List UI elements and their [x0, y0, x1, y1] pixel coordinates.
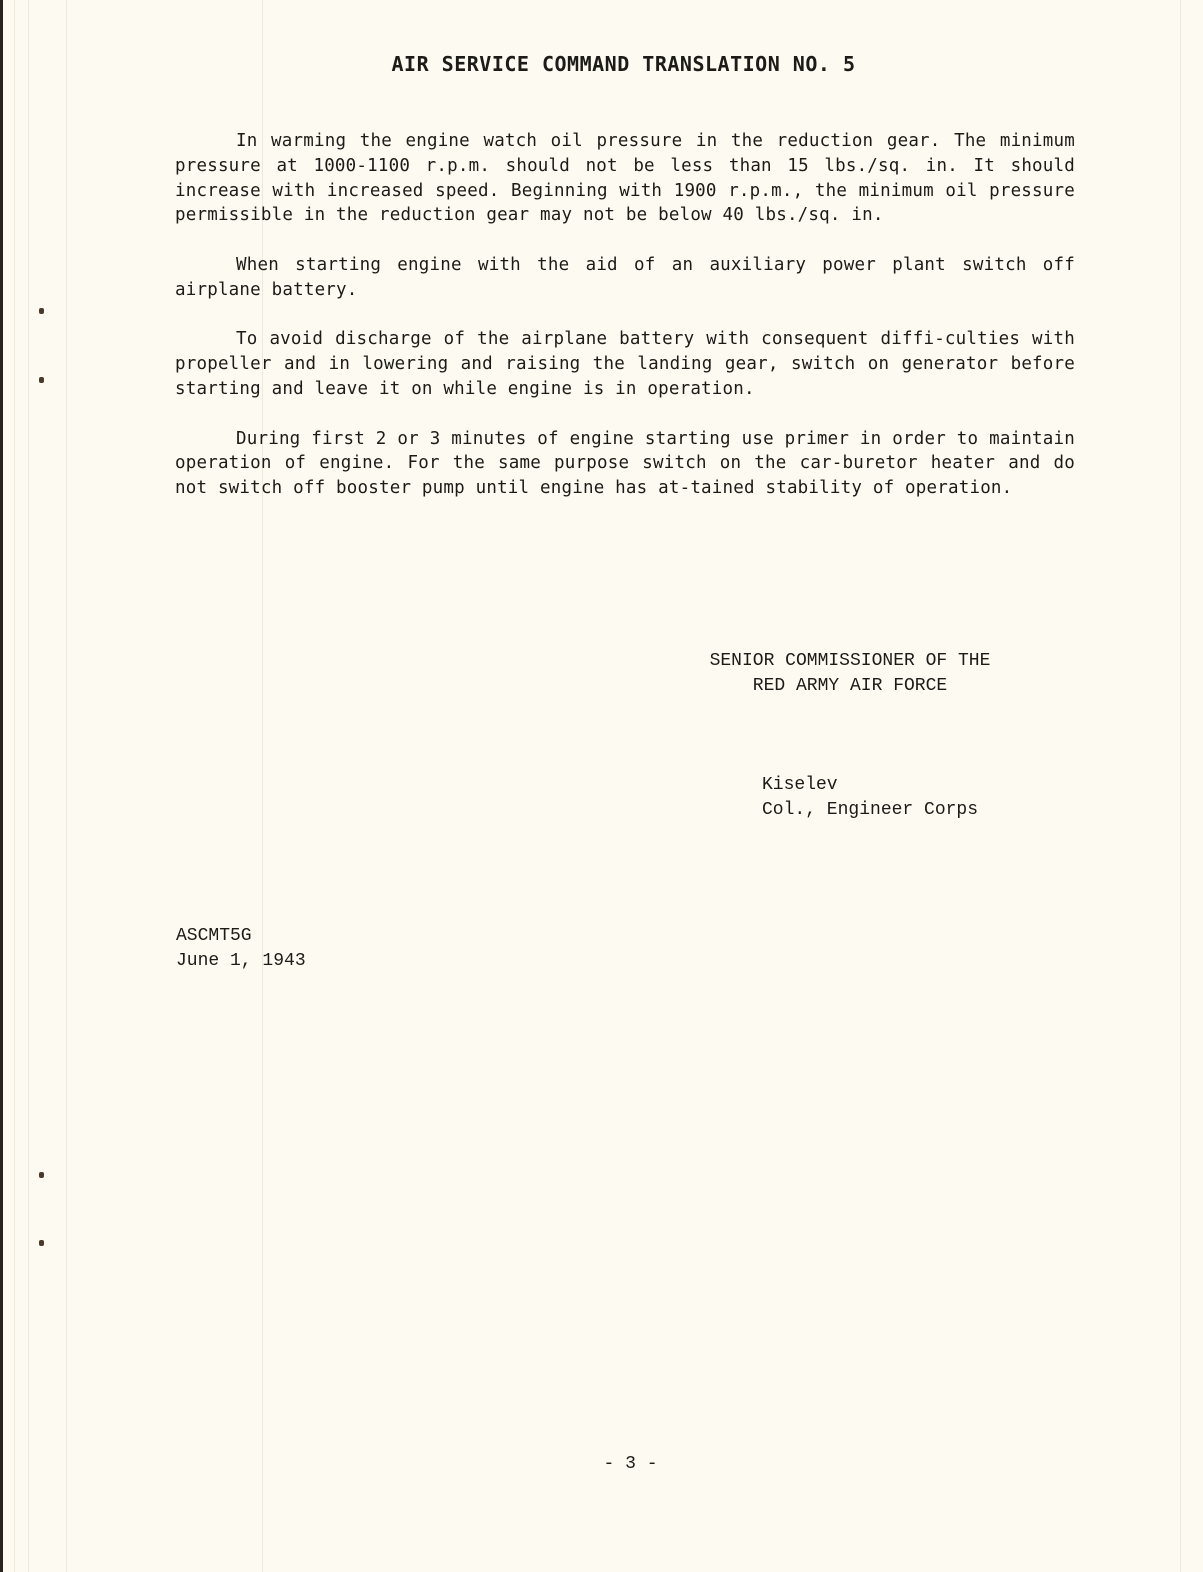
signer-name: Kiselev: [762, 775, 838, 795]
signer-rank: Col., Engineer Corps: [762, 800, 979, 820]
paper-rule-line: [1180, 0, 1181, 1572]
reference-block: [176, 924, 306, 974]
signature-title-line-1: SENIOR COMMISSIONER OF THE: [709, 651, 991, 671]
paper-rule-line: [28, 0, 29, 1572]
paragraph-primer-usage: During first 2 or 3 minutes of engine starting use primer in order to maintain operation of engine. For the same purpose switch on the car-buretor heater and do not switch off booster pump until engine has at-tained stability of operation.: [175, 428, 1075, 499]
binding-hole-mark: [39, 308, 44, 314]
paper-rule-line: [14, 0, 15, 1572]
scan-left-edge: [0, 0, 3, 1572]
document-header: AIR SERVICE COMMAND TRANSLATION NO. 5: [391, 52, 856, 76]
binding-hole-mark: [39, 1240, 44, 1246]
document-body: [175, 129, 1075, 526]
page-number: - 3 -: [603, 1454, 658, 1474]
reference-code: ASCMT5G: [176, 926, 252, 946]
binding-hole-mark: [39, 1172, 44, 1178]
paragraph-auxiliary-power: When starting engine with the aid of an auxiliary power plant switch off airplane battery.: [175, 254, 1075, 300]
paper-rule-line: [66, 0, 67, 1572]
signature-title: [675, 649, 1025, 699]
paragraph-battery-discharge: To avoid discharge of the airplane battery with consequent diffi-culties with propeller and in lowering and raising the landing gear, switch on generator before starting and leave it on while engine is in operation.: [175, 329, 1075, 399]
signer-block: [762, 773, 978, 823]
binding-hole-mark: [39, 377, 44, 383]
signature-title-line-2: RED ARMY AIR FORCE: [752, 676, 948, 696]
reference-date: June 1, 1943: [176, 951, 306, 971]
paragraph-oil-pressure: In warming the engine watch oil pressure in the reduction gear. The minimum pressure at 1000-1100 r.p.m. should not be less than 15 lbs./sq. in. It should increase with increased speed. Beginning with 1900 r.p.m., the minimum oil pressure permissible in the reduction gear may not be below 40 lbs./sq. in.: [175, 131, 1075, 226]
